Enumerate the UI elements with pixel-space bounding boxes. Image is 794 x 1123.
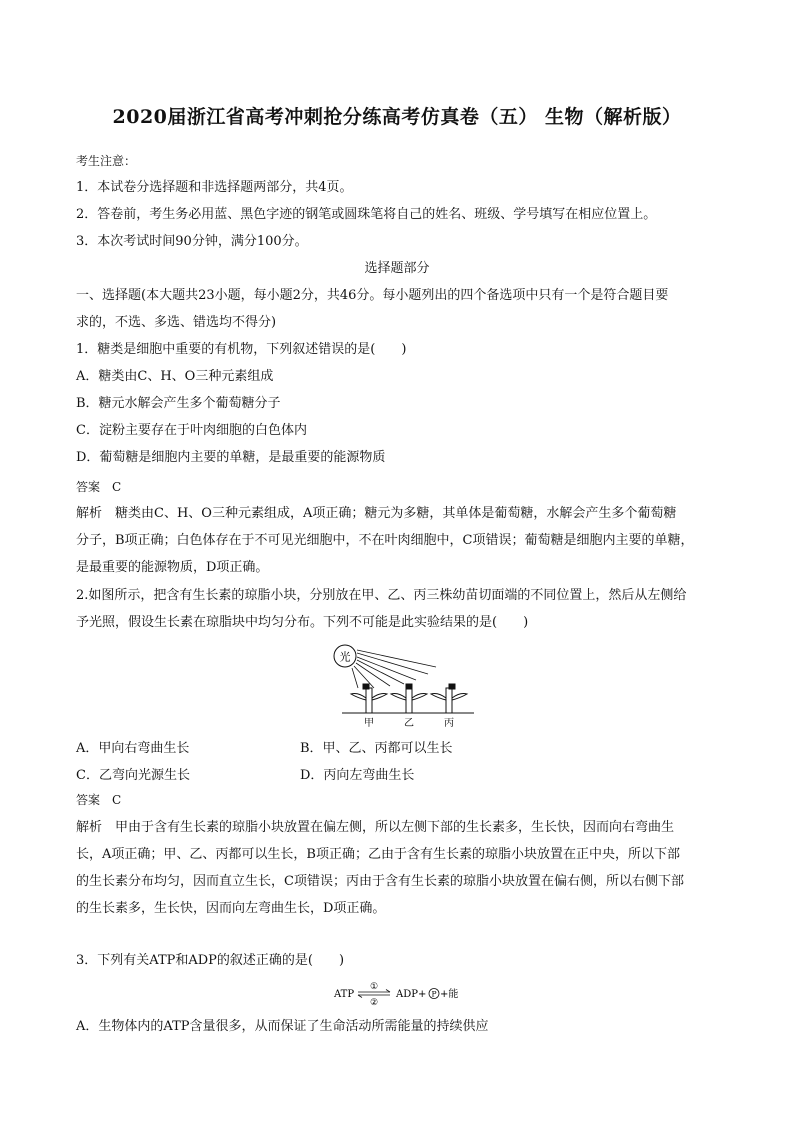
question-1-answer: 答案 C bbox=[76, 480, 122, 494]
question-2-analysis-line: 长，A项正确；甲、乙、丙都可以生长，B项正确；乙由于含有生长素的琼脂小块放置在正中央，所以下部 bbox=[76, 847, 680, 862]
plant-label-yi: 乙 bbox=[404, 718, 414, 729]
question-2-answer: 答案 C bbox=[76, 793, 122, 807]
notice-item: 2．答卷前，考生务必用蓝、黑色字迹的钢笔或圆珠笔将自己的姓名、班级、学号填写在相应位置上。 bbox=[76, 207, 657, 222]
light-label: 光 bbox=[339, 650, 351, 664]
question-1-analysis-line: 解析 糖类由C、H、O三种元素组成，A项正确；糖元为多糖，其单体是葡萄糖，水解会产生多个葡萄糖 bbox=[76, 506, 677, 521]
question-2-option-a: A．甲向右弯曲生长 bbox=[76, 741, 190, 756]
question-2-stem-line: 予光照，假设生长素在琼脂块中均匀分布。下列不可能是此实验结果的是( ) bbox=[76, 615, 529, 630]
seedling-jia bbox=[351, 684, 387, 713]
notice-heading: 考生注意： bbox=[76, 154, 137, 168]
notice-item: 3．本次考试时间90分钟，满分100分。 bbox=[76, 234, 308, 249]
question-3-option-a: A．生物体内的ATP含量很多，从而保证了生命活动所需能量的持续供应 bbox=[76, 1019, 489, 1034]
section-title: 选择题部分 bbox=[364, 261, 430, 276]
section-intro-line: 一、选择题(本大题共23小题，每小题2分，共46分。每小题列出的四个备选项中只有一个是符合题目要 bbox=[76, 288, 669, 303]
question-2-stem-line: 2.如图所示，把含有生长素的琼脂小块，分别放在甲、乙、丙三株幼苗切面端的不同位置上，然后从左侧给 bbox=[76, 588, 687, 603]
question-2-analysis-line: 解析 甲由于含有生长素的琼脂小块放置在偏左侧，所以左侧下部的生长素多，生长快，因而向右弯曲生 bbox=[76, 820, 675, 835]
page-title: 2020届浙江省高考冲刺抢分练高考仿真卷（五） 生物（解析版） bbox=[112, 106, 682, 128]
equation-adp: ADP+ bbox=[396, 989, 427, 1000]
equation-atp: ATP bbox=[334, 989, 355, 1000]
seedling-experiment-figure bbox=[318, 640, 478, 730]
light-rays bbox=[352, 650, 436, 688]
question-2-option-c: C．乙弯向光源生长 bbox=[76, 768, 190, 783]
question-2-analysis-line: 的生长素多，生长快，因而向左弯曲生长，D项正确。 bbox=[76, 901, 386, 916]
question-2-option-b: B．甲、乙、丙都可以生长 bbox=[300, 741, 453, 756]
question-1-stem: 1．糖类是细胞中重要的有机物，下列叙述错误的是( ) bbox=[76, 342, 407, 357]
plant-label-jia: 甲 bbox=[364, 718, 374, 729]
section-intro-line: 求的，不选、多选、错选均不得分) bbox=[76, 315, 277, 330]
equation-phosphate: P bbox=[431, 989, 437, 999]
question-1-option-b: B．糖元水解会产生多个葡萄糖分子 bbox=[76, 396, 281, 411]
notice-item: 1．本试卷分选择题和非选择题两部分，共4页。 bbox=[76, 180, 353, 195]
atp-adp-equation bbox=[330, 978, 480, 1008]
question-1-analysis-line: 是最重要的能源物质，D项正确。 bbox=[76, 560, 269, 575]
question-1-option-c: C．淀粉主要存在于叶肉细胞的白色体内 bbox=[76, 423, 307, 438]
question-1-analysis-line: 分子，B项正确；白色体存在于不可见光细胞中，不在叶肉细胞中，C项错误；葡萄糖是细胞内主要的单糖， bbox=[76, 533, 694, 548]
question-1-option-a: A．糖类由C、H、O三种元素组成 bbox=[76, 369, 274, 384]
question-2-analysis-line: 的生长素分布均匀，因而直立生长，C项错误；丙由于含有生长素的琼脂小块放置在偏右侧，所以右侧下部 bbox=[76, 874, 684, 889]
question-3-stem: 3．下列有关ATP和ADP的叙述正确的是( ) bbox=[76, 953, 345, 968]
question-2-option-d: D．丙向左弯曲生长 bbox=[300, 768, 415, 783]
plant-label-bing: 丙 bbox=[444, 718, 454, 729]
equation-label-2: ② bbox=[369, 998, 379, 1008]
equation-energy: +能 bbox=[440, 989, 459, 1000]
question-1-option-d: D．葡萄糖是细胞内主要的单糖，是最重要的能源物质 bbox=[76, 450, 386, 465]
equation-label-1: ① bbox=[369, 982, 379, 992]
seedling-yi bbox=[391, 684, 427, 713]
seedling-bing bbox=[431, 684, 467, 713]
